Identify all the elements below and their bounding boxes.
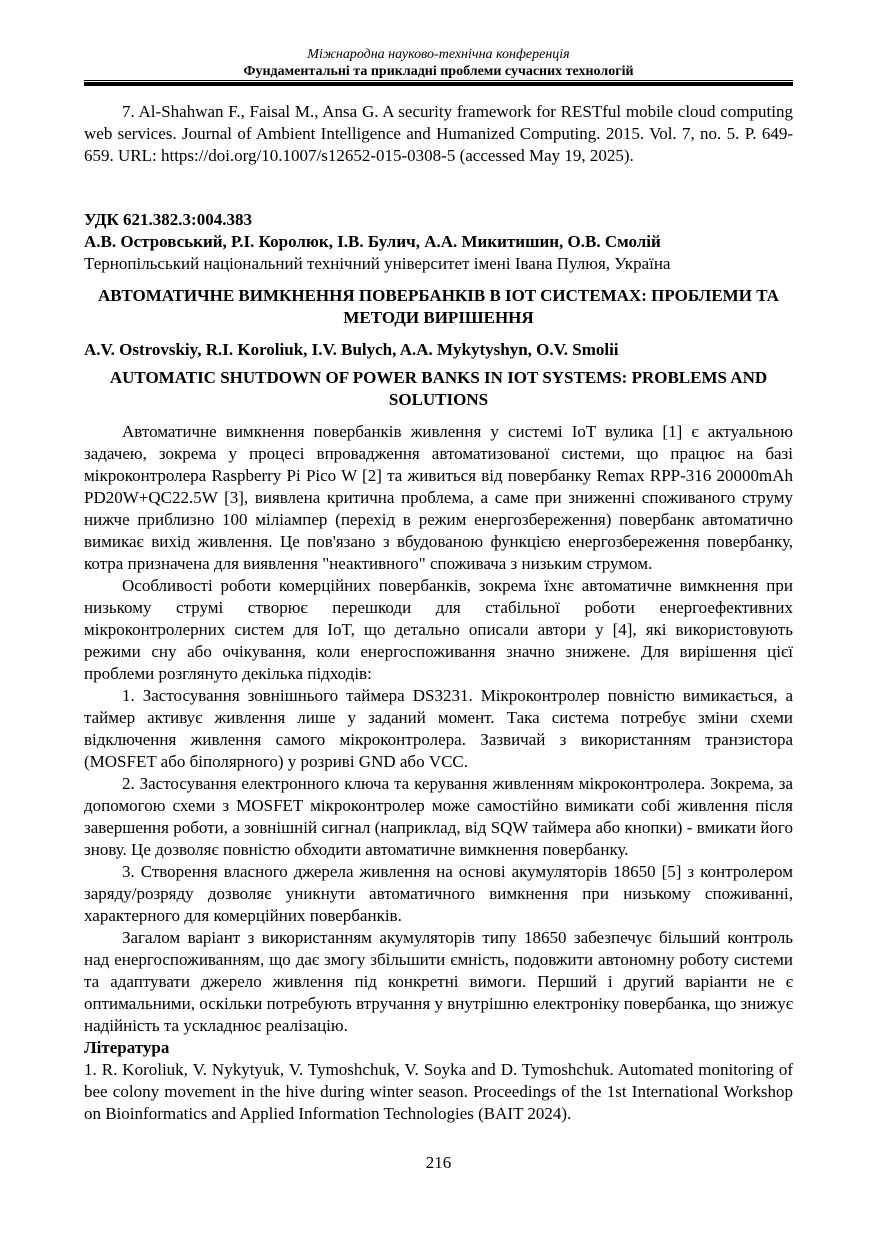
paragraph-approach-2: 2. Застосування електронного ключа та керування живленням мікроконтролера. Зокрема, за допомогою схеми з MOSFET мікроконтролер може самостійно вимикати собі живлення після завершення роботи, а зовнішній сигнал (наприклад, від SQW таймера або кнопки) - вмикати його знову. Це дозволяє повністю обходити автоматичне вимкнення повербанку.: [84, 774, 793, 859]
header-rule-thick: [84, 82, 793, 86]
article-title-ua: АВТОМАТИЧНЕ ВИМКНЕННЯ ПОВЕРБАНКІВ В IOT СИСТЕМАХ: ПРОБЛЕМИ ТА МЕТОДИ ВИРІШЕННЯ: [98, 286, 779, 327]
article-title-en: AUTOMATIC SHUTDOWN OF POWER BANKS IN IOT SYSTEMS: PROBLEMS AND SOLUTIONS: [109, 368, 768, 409]
authors-ua: А.В. Островський, Р.І. Королюк, І.В. Булич, А.А. Микитишин, О.В. Смолій: [84, 232, 661, 251]
paragraph-problem: Особливості роботи комерційних повербанків, зокрема їхнє автоматичне вимкнення при низькому струмі створює перешкоди для стабільної роботи енергоефективних мікроконтролерних систем для IoT, що детально описали автори у [4], які використовують режими сну або очікування, коли енергоспоживання значно знижене. Для вирішення цієї проблеми розглянуто декілька підходів:: [84, 576, 793, 683]
page-number: 216: [425, 1153, 452, 1172]
paragraph-intro: Автоматичне вимкнення повербанків живлення у системі IoT вулика [1] є актуальною задачею, зокрема у процесі впровадження автоматизованої системи, що працює на базі мікроконтролера Raspberry Pi Pico W [2] та живиться від повербанку Remax RPP-316 20000mAh PD20W+QC22.5W [3], виявлена критична проблема, а саме при зниженні споживаного струму нижче приблизно 100 міліампер (перехід в режим енергозбереження) повербанк автоматично вимикає вихід живлення. Це пов'язано з вбудованою функцією енергозбереження повербанку, котра призначена для виявлення "неактивного" споживача з низьким струмом.: [84, 422, 793, 573]
header-rule-thin: [84, 80, 793, 81]
reference-item: 1. R. Koroliuk, V. Nykytyuk, V. Tymoshchuk, V. Soyka and D. Tymoshchuk. Automated monitoring of bee colony movement in the hive during winter season. Proceedings of the 1st International Workshop on Bioinformatics and Applied Information Technologies (BAIT 2024).: [84, 1060, 793, 1123]
paragraph-approach-3: 3. Створення власного джерела живлення на основі акумуляторів 18650 [5] з контролером заряду/розряду дозволяє уникнути автоматичного вимкнення при низькому споживанні, характерного для комерційних повербанків.: [84, 862, 793, 925]
references-heading: Література: [84, 1038, 170, 1057]
paragraph-approach-1: 1. Застосування зовнішнього таймера DS3231. Мікроконтролер повністю вимикається, а таймер активує живлення лише у заданий момент. Така система потребує зміни схеми відключення живлення самого мікроконтролера. Зазвичай з використанням транзистора (MOSFET або біполярного) у розриві GND або VCC.: [84, 686, 793, 771]
authors-en: A.V. Ostrovskiy, R.I. Koroliuk, I.V. Bulych, A.A. Mykytyshyn, O.V. Smolii: [84, 340, 619, 359]
paragraph-conclusion: Загалом варіант з використанням акумуляторів типу 18650 забезпечує більший контроль над енергоспоживанням, що дає змогу збільшити ємність, подовжити автономну роботу системи та адаптувати джерело живлення під конкретні вимоги. Перший і другий варіанти не є оптимальними, оскільки потребують втручання у внутрішню електроніку повербанка, що знижує надійність та ускладнює реалізацію.: [84, 928, 793, 1035]
conference-name: Міжнародна науково-технічна конференція: [307, 47, 570, 62]
udc-code: УДК 621.382.3:004.383: [84, 210, 252, 229]
previous-reference: 7. Al-Shahwan F., Faisal M., Ansa G. A security framework for RESTful mobile cloud computing web services. Journal of Ambient Intelligence and Humanized Computing. 2015. Vol. 7, no. 5. P. 649-659. URL: https://doi.org/10.1007/s12652-015-0308-5 (accessed May 19, 2025).: [84, 102, 793, 165]
conference-title: Фундаментальні та прикладні проблеми сучасних технологій: [243, 64, 634, 79]
affiliation-ua: Тернопільський національний технічний університет імені Івана Пулюя, Україна: [84, 254, 671, 273]
running-header: [84, 46, 793, 80]
page-content: [84, 101, 793, 1125]
